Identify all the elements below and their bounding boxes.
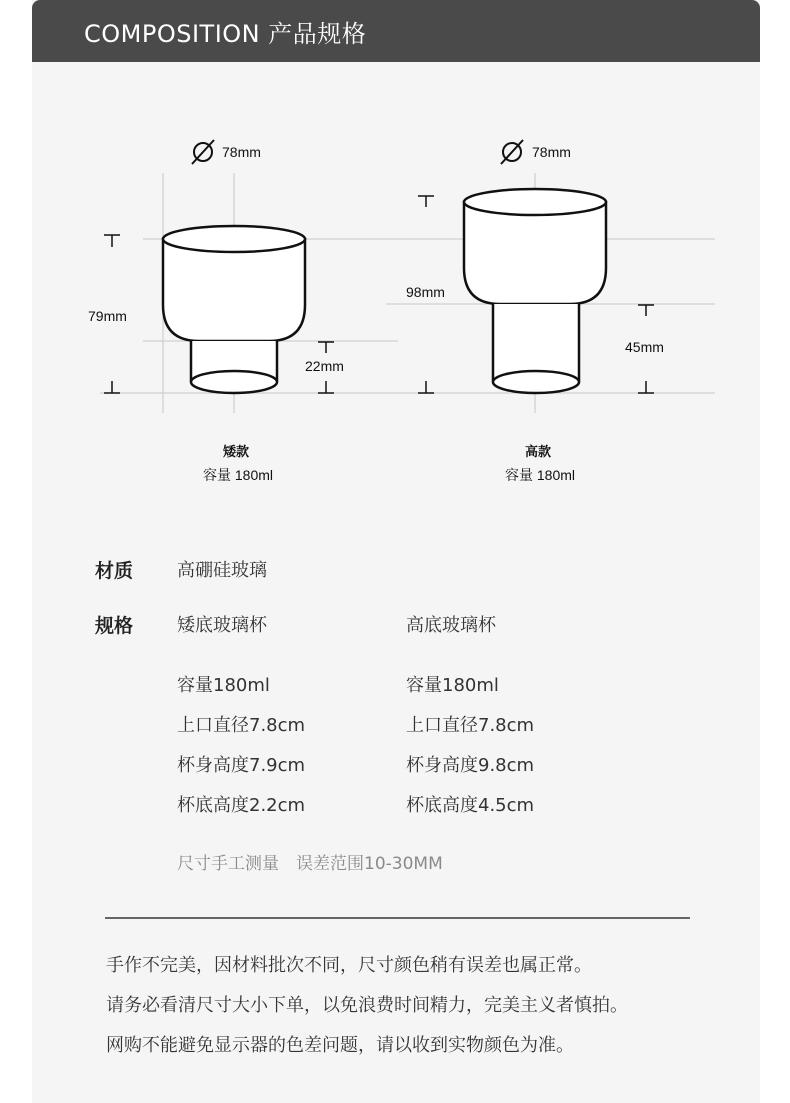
cup-dimension-diagram [0, 62, 790, 512]
spec-label: 规格 [95, 615, 134, 637]
short-cup-drawing [163, 226, 305, 393]
short-diameter-label: 78mm [222, 144, 261, 160]
material-value: 高硼硅玻璃 [177, 560, 267, 581]
tall-spec-line: 上口直径7.8cm [406, 715, 535, 736]
short-cup-capacity: 容量 180ml [202, 467, 274, 483]
footer-notice-line: 网购不能避免显示器的色差问题，请以收到实物颜色为准。 [106, 1035, 574, 1056]
section-header [32, 0, 760, 62]
tall-cup-spec-name: 高底玻璃杯 [406, 615, 496, 636]
short-base-label: 22mm [305, 358, 344, 374]
tall-cup-drawing [464, 189, 606, 393]
diameter-icon [192, 140, 214, 164]
tall-height-label: 98mm [406, 284, 445, 300]
tall-cup-name: 高款 [524, 444, 552, 459]
short-spec-line: 杯底高度2.2cm [177, 795, 306, 816]
short-height-label: 79mm [88, 308, 127, 324]
divider [105, 917, 690, 919]
tall-spec-line: 容量180ml [406, 675, 499, 696]
short-spec-line: 容量180ml [177, 675, 270, 696]
short-cup-name: 矮款 [222, 444, 250, 459]
short-spec-line: 上口直径7.8cm [177, 715, 306, 736]
material-label: 材质 [95, 560, 134, 582]
footer-notice-line: 请务必看清尺寸大小下单，以免浪费时间精力，完美主义者慎拍。 [106, 995, 628, 1016]
short-cup-spec-name: 矮底玻璃杯 [177, 615, 267, 636]
tall-cup-capacity: 容量 180ml [504, 467, 576, 483]
short-spec-line: 杯身高度7.9cm [177, 755, 306, 776]
diameter-icon [501, 140, 523, 164]
tall-diameter-label: 78mm [532, 144, 571, 160]
tall-base-label: 45mm [625, 339, 664, 355]
footer-notice-line: 手作不完美，因材料批次不同，尺寸颜色稍有误差也属正常。 [106, 955, 592, 976]
measurement-note: 尺寸手工测量 误差范围10-30MM [177, 854, 443, 874]
tall-spec-line: 杯底高度4.5cm [406, 795, 535, 816]
section-title: COMPOSITION 产品规格 [84, 20, 367, 48]
tall-spec-line: 杯身高度9.8cm [406, 755, 535, 776]
